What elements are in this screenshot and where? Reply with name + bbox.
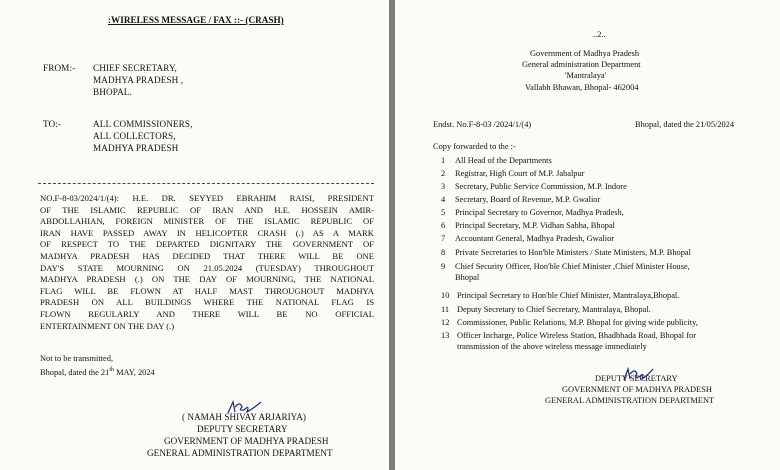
to-line: ALL COMMISSIONERS, — [93, 119, 193, 129]
signatory-name: ( NAMAH SHIVAY ARJARIYA) — [182, 412, 306, 422]
signatory-department: GENERAL ADMINISTRATION DEPARTMENT — [147, 448, 333, 458]
message-line: MADHYA PRADESH (.) ON THE DAY OF MOURNING, THE NATIONAL — [40, 274, 374, 285]
message-line: NO.F-8-03/2024/1/(4): H.E. DR. SEYYED EBRAHIM RAISI, PRESIDENT — [40, 193, 374, 203]
message-line: ABDOLLAHIAN, FOREIGN MINISTER OF THE ISLAMIC REPUBLIC OF — [40, 216, 374, 227]
message-body — [40, 193, 374, 332]
endorsement-number: Endst. No.F-8-03 /2024/1/(4) — [433, 120, 532, 129]
letterhead-line: Vallabh Bhawan, Bhopal- 462004 — [525, 83, 639, 92]
message-line: MADHYA PRADESH HAS DECIDED THAT THERE WILL BE ONE — [40, 250, 374, 261]
dispatch-date-sup: th — [109, 367, 114, 373]
signatory-government: GOVERNMENT OF MADHYA PRADESH — [562, 385, 712, 394]
message-line: DAY'S STATE MOURNING ON 21.05.2024 (TUESDAY) THROUGHOUT — [40, 262, 374, 273]
message-line: ENTERTAINMENT ON THE DAY (.) — [40, 320, 175, 331]
from-label: FROM:- — [43, 63, 76, 73]
to-label: TO:- — [43, 119, 62, 129]
signatory-government: GOVERNMENT OF MADHYA PRADESH — [164, 436, 329, 446]
signatory-department: GENERAL ADMINISTRATION DEPARTMENT — [545, 396, 715, 405]
from-line: CHIEF SECRETARY, — [93, 63, 177, 73]
from-line: MADHYA PRADESH , — [93, 75, 184, 85]
not-transmitted-note: Not to be transmitted, — [40, 354, 114, 363]
dispatch-date — [40, 367, 155, 377]
message-line: IRAN HAVE PASSED AWAY IN HELICOPTER CRASH (.) AS A MARK — [40, 227, 374, 238]
message-line: PRADESH ON ALL BUILDINGS WHERE THE NATIONAL FLAG IS — [40, 297, 374, 308]
dispatch-date-suffix: MAY, 2024 — [113, 367, 155, 377]
signatory-designation: DEPUTY SECRETARY — [197, 424, 288, 434]
dispatch-date-prefix: Bhopal, dated the 21 — [40, 367, 110, 377]
to-line: MADHYA PRADESH — [93, 143, 179, 153]
message-line: OF RESPECT TO THE DEPARTED DIGNITARY THE GOVERNMENT OF — [40, 239, 374, 250]
separator-line — [38, 183, 374, 184]
signatory-designation: DEPUTY SECRETARY — [595, 374, 678, 383]
message-line: FLAG WILL BE FLOWN AT HALF MAST THROUGHOUT MADHYA — [40, 285, 374, 296]
from-line: BHOPAL. — [93, 87, 132, 97]
letterhead-line: Government of Madhya Pradesh — [530, 49, 640, 58]
message-header: :WIRELESS MESSAGE / FAX ::- (CRASH) — [108, 15, 284, 25]
copy-forwarded-label: Copy forwarded to the :- — [433, 142, 516, 151]
letterhead-line: General administration Department — [522, 60, 641, 69]
page-number: ..2.. — [593, 30, 606, 39]
wireless-message-page — [0, 0, 389, 470]
message-line: OF THE ISLAMIC REPUBLIC OF IRAN AND H.E. HOSSEIN AMIR- — [40, 204, 374, 215]
to-line: ALL COLLECTORS, — [93, 131, 176, 141]
message-line: FLOWN REGULARLY AND THERE WILL BE NO OFFICIAL — [40, 308, 374, 319]
endorsement-date: Bhopal, dated the 21/05/2024 — [635, 120, 735, 129]
letterhead-line: 'Mantralaya' — [565, 71, 607, 80]
endorsement-page: ..2.. Government of Madhya Pradesh General administration Department 'Mantralaya' Vallabh Bhawan, Bhopal- 462004 Endst. No.F-8-03 /2024/1/(4) Bhopal, dated the 21/05/2024 Copy forwarded to the :- 1 All Head of the Departments 2 Registrar, High Court of M.P. Jabalpur 3 Secretary, Public Service Commission, M.P. Indore 4 Secretary, Board of Revenue, M.P. Gwalior 5 Principal Secretary to Governor, Madhya Pradesh, 6 Principal Secretary, M.P. Vidhan Sabha, Bhopal 7 Accountant General, Madhya Pradesh, Gwalior 8 Private Secretaries to Hon'ble Ministers / State Ministers, M.P. Bhopal 9 Chief Security Officer, Hon'ble Chief Minister ,Chief Minister House, Bhopal 10 Principal Secretary to Hon'ble Chief Minister, Mantralaya,Bhopal. 11 Deputy Secretary to Chief Secretary, Mantralaya, Bhopal. 12 Commissioner, Public Relations, M.P. Bhopal for giving wide publicity, 13 Officer Incharge, Police Wireless Station, Bhadbhada Road, Bhopal for transmission of the above wireless message immediately DEPUTY SECRETARY GOVERNMENT OF MADHYA PRADESH GENERAL ADMINISTRATION DEPARTMENT — [395, 0, 780, 470]
